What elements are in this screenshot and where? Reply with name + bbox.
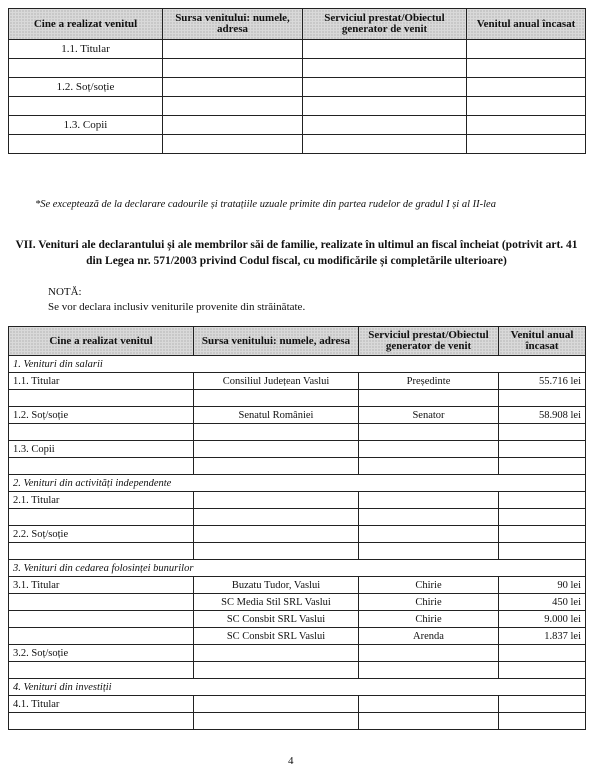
- table-cell: [303, 116, 467, 135]
- category-label: 3. Venituri din cedarea folosinței bunurilor: [9, 560, 586, 577]
- cell-source: [194, 441, 359, 458]
- cell-who: [9, 390, 194, 407]
- table-row: [9, 645, 586, 662]
- table-cell: 1.3. Copii: [9, 116, 163, 135]
- table-cell: [303, 40, 467, 59]
- gifts-income-table: [8, 8, 586, 154]
- table-row: [9, 526, 586, 543]
- cell-source: [194, 662, 359, 679]
- cell-income: [499, 492, 586, 509]
- cell-service: Chirie: [359, 611, 499, 628]
- table-cell: [303, 135, 467, 154]
- table-row: [9, 611, 586, 628]
- cell-income: [499, 509, 586, 526]
- header-service: Serviciul prestat/Obiectul generator de venit: [303, 9, 467, 40]
- table-cell: [163, 40, 303, 59]
- table-row: [9, 662, 586, 679]
- income-table: [8, 326, 586, 730]
- cell-who: 1.1. Titular: [9, 373, 194, 390]
- cell-service: [359, 492, 499, 509]
- cell-service: [359, 696, 499, 713]
- cell-service: Președinte: [359, 373, 499, 390]
- table-row: [9, 492, 586, 509]
- table-cell: [467, 59, 586, 78]
- cell-who: 2.1. Titular: [9, 492, 194, 509]
- cell-income: [499, 424, 586, 441]
- cell-income: [499, 696, 586, 713]
- cell-who: [9, 662, 194, 679]
- cell-income: [499, 713, 586, 730]
- table-header-row: [9, 9, 586, 40]
- table-row: [9, 78, 586, 97]
- cell-service: [359, 543, 499, 560]
- cell-source: Senatul României: [194, 407, 359, 424]
- table-row: [9, 713, 586, 730]
- cell-service: Chirie: [359, 594, 499, 611]
- cell-income: 1.837 lei: [499, 628, 586, 645]
- cell-source: [194, 696, 359, 713]
- cell-source: [194, 526, 359, 543]
- category-row: [9, 679, 586, 696]
- table-row: [9, 407, 586, 424]
- table-cell: 1.2. Soț/soție: [9, 78, 163, 97]
- cell-income: 450 lei: [499, 594, 586, 611]
- table-cell: 1.1. Titular: [9, 40, 163, 59]
- table-row: [9, 373, 586, 390]
- cell-income: [499, 441, 586, 458]
- cell-who: [9, 509, 194, 526]
- table-header-row: [9, 327, 586, 356]
- header-who: Cine a realizat venitul: [9, 9, 163, 40]
- table-cell: [9, 97, 163, 116]
- cell-who: [9, 543, 194, 560]
- category-row: [9, 475, 586, 492]
- cell-income: [499, 645, 586, 662]
- table-cell: [303, 97, 467, 116]
- category-label: 2. Venituri din activități independente: [9, 475, 586, 492]
- header-source: Sursa venitului: numele, adresa: [163, 9, 303, 40]
- cell-service: [359, 662, 499, 679]
- cell-source: [194, 543, 359, 560]
- cell-service: [359, 424, 499, 441]
- cell-income: [499, 543, 586, 560]
- cell-source: [194, 713, 359, 730]
- cell-service: Chirie: [359, 577, 499, 594]
- category-label: 4. Venituri din investiții: [9, 679, 586, 696]
- table-row: [9, 441, 586, 458]
- cell-who: [9, 713, 194, 730]
- table-cell: [303, 78, 467, 97]
- table-cell: [163, 78, 303, 97]
- cell-service: [359, 645, 499, 662]
- cell-source: [194, 509, 359, 526]
- footnote: *Se exceptează de la declarare cadourile și tratațiile uzuale primite din partea rudelor de gradul I și al II-lea: [35, 199, 496, 210]
- table-row: [9, 628, 586, 645]
- cell-source: SC Consbit SRL Vaslui: [194, 628, 359, 645]
- cell-income: [499, 390, 586, 407]
- cell-income: 58.908 lei: [499, 407, 586, 424]
- page-number: 4: [288, 755, 294, 767]
- cell-who: 3.2. Soț/soție: [9, 645, 194, 662]
- cell-who: [9, 594, 194, 611]
- cell-income: [499, 458, 586, 475]
- table-cell: [163, 135, 303, 154]
- cell-service: Senator: [359, 407, 499, 424]
- table-body: [9, 40, 586, 154]
- table-cell: [467, 78, 586, 97]
- table-cell: [303, 59, 467, 78]
- cell-source: [194, 645, 359, 662]
- table-row: [9, 390, 586, 407]
- header-service: Serviciul prestat/Obiectul generator de venit: [359, 327, 499, 356]
- cell-source: [194, 390, 359, 407]
- cell-who: 3.1. Titular: [9, 577, 194, 594]
- cell-who: 1.2. Soț/soție: [9, 407, 194, 424]
- cell-income: [499, 662, 586, 679]
- table-cell: [467, 40, 586, 59]
- table-cell: [467, 135, 586, 154]
- cell-who: 1.3. Copii: [9, 441, 194, 458]
- cell-service: [359, 526, 499, 543]
- table-body: [9, 356, 586, 730]
- table-row: [9, 116, 586, 135]
- cell-who: 4.1. Titular: [9, 696, 194, 713]
- nota-label: NOTĂ:: [48, 286, 82, 298]
- table-cell: [9, 59, 163, 78]
- cell-source: [194, 424, 359, 441]
- cell-who: [9, 611, 194, 628]
- cell-income: 9.000 lei: [499, 611, 586, 628]
- header-income: Venitul anual încasat: [499, 327, 586, 356]
- cell-source: SC Media Stil SRL Vaslui: [194, 594, 359, 611]
- cell-source: [194, 458, 359, 475]
- cell-service: Arenda: [359, 628, 499, 645]
- header-who: Cine a realizat venitul: [9, 327, 194, 356]
- header-income: Venitul anual încasat: [467, 9, 586, 40]
- cell-who: [9, 628, 194, 645]
- table-cell: [467, 116, 586, 135]
- cell-service: [359, 509, 499, 526]
- cell-source: Consiliul Județean Vaslui: [194, 373, 359, 390]
- table-cell: [467, 97, 586, 116]
- header-source: Sursa venitului: numele, adresa: [194, 327, 359, 356]
- table-cell: [163, 59, 303, 78]
- table-row: [9, 424, 586, 441]
- nota-text: Se vor declara inclusiv veniturile provenite din străinătate.: [48, 301, 306, 313]
- cell-who: 2.2. Soț/soție: [9, 526, 194, 543]
- cell-income: 55.716 lei: [499, 373, 586, 390]
- table-row: [9, 458, 586, 475]
- table-row: [9, 543, 586, 560]
- table-row: [9, 135, 586, 154]
- table-row: [9, 40, 586, 59]
- cell-service: [359, 713, 499, 730]
- cell-who: [9, 424, 194, 441]
- table-cell: [163, 116, 303, 135]
- cell-income: [499, 526, 586, 543]
- section-title: VII. Venituri ale declarantului și ale membrilor săi de familie, realizate în ultimul an fiscal încheiat (potrivit art. 41 din Legea nr. 571/2003 privind Codul fiscal, cu modificările și completările ulterioare): [15, 239, 578, 267]
- table-row: [9, 59, 586, 78]
- table-row: [9, 509, 586, 526]
- cell-service: [359, 441, 499, 458]
- table-cell: [163, 97, 303, 116]
- cell-who: [9, 458, 194, 475]
- cell-service: [359, 390, 499, 407]
- category-row: [9, 356, 586, 373]
- cell-income: 90 lei: [499, 577, 586, 594]
- table-row: [9, 594, 586, 611]
- cell-source: Buzatu Tudor, Vaslui: [194, 577, 359, 594]
- cell-source: SC Consbit SRL Vaslui: [194, 611, 359, 628]
- table-row: [9, 696, 586, 713]
- cell-service: [359, 458, 499, 475]
- category-row: [9, 560, 586, 577]
- category-label: 1. Venituri din salarii: [9, 356, 586, 373]
- cell-source: [194, 492, 359, 509]
- table-row: [9, 97, 586, 116]
- table-cell: [9, 135, 163, 154]
- table-row: [9, 577, 586, 594]
